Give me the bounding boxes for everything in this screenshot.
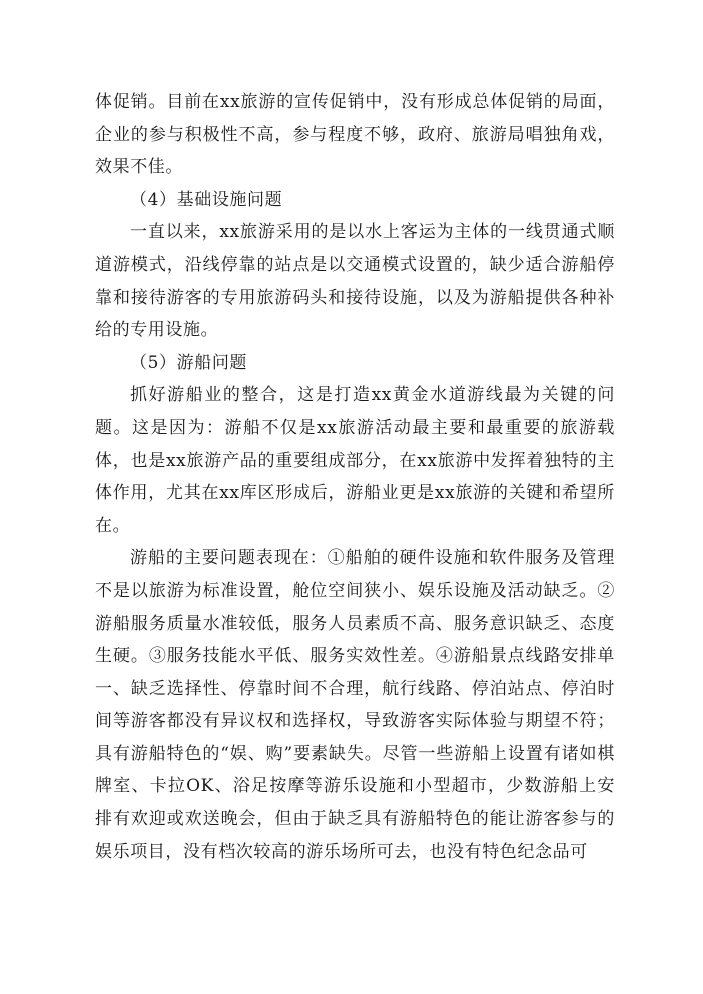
paragraph-infrastructure: 一直以来，xx旅游采用的是以水上客运为主体的一线贯通式顺道游模式，沿线停靠的站点是以交通模式设置的，缺少适合游船停靠和接待游客的专用旅游码头和接待设施，以及为游船提供各种补给的专用设施。 xyxy=(95,222,615,341)
paragraph-promotion-continued: 体促销。目前在xx旅游的宣传促销中，没有形成总体促销的局面，企业的参与积极性不高，参与程度不够，政府、旅游局唱独角戏，效果不佳。 xyxy=(95,92,615,178)
heading-cruise-ships: （5）游船问题 xyxy=(130,352,248,373)
document-body xyxy=(95,86,615,868)
paragraph-cruise-integration: 抓好游船业的整合，这是打造xx黄金水道游线最为关键的问题。这是因为：游船不仅是xx旅游活动最主要和最重要的旅游载体，也是xx旅游产品的重要组成部分，在xx旅游中发挥着独特的主体作用，尤其在xx库区形成后，游船业更是xx旅游的关键和希望所在。 xyxy=(95,385,615,536)
heading-infrastructure: （4）基础设施问题 xyxy=(130,189,283,210)
paragraph-cruise-problems: 游船的主要问题表现在：①船舶的硬件设施和软件服务及管理不是以旅游为标准设置，舱位空间狭小、娱乐设施及活动缺乏。②游船服务质量水准较低，服务人员素质不高、服务意识缺乏、态度生硬。③服务技能水平低、服务实效性差。④游船景点线路安排单一、缺乏选择性、停靠时间不合理，航行线路、停泊站点、停泊时间等游客都没有异议权和选择权，导致游客实际体验与期望不符；具有游船特色的“娱、购”要素缺失。尽管一些游船上设置有诸如棋牌室、卡拉OK、浴足按摩等游乐设施和小型超市，少数游船上安排有欢迎或欢送晚会，但由于缺乏具有游船特色的能让游客参与的娱乐项目，没有档次较高的游乐场所可去，也没有特色纪念品可 xyxy=(95,548,615,862)
